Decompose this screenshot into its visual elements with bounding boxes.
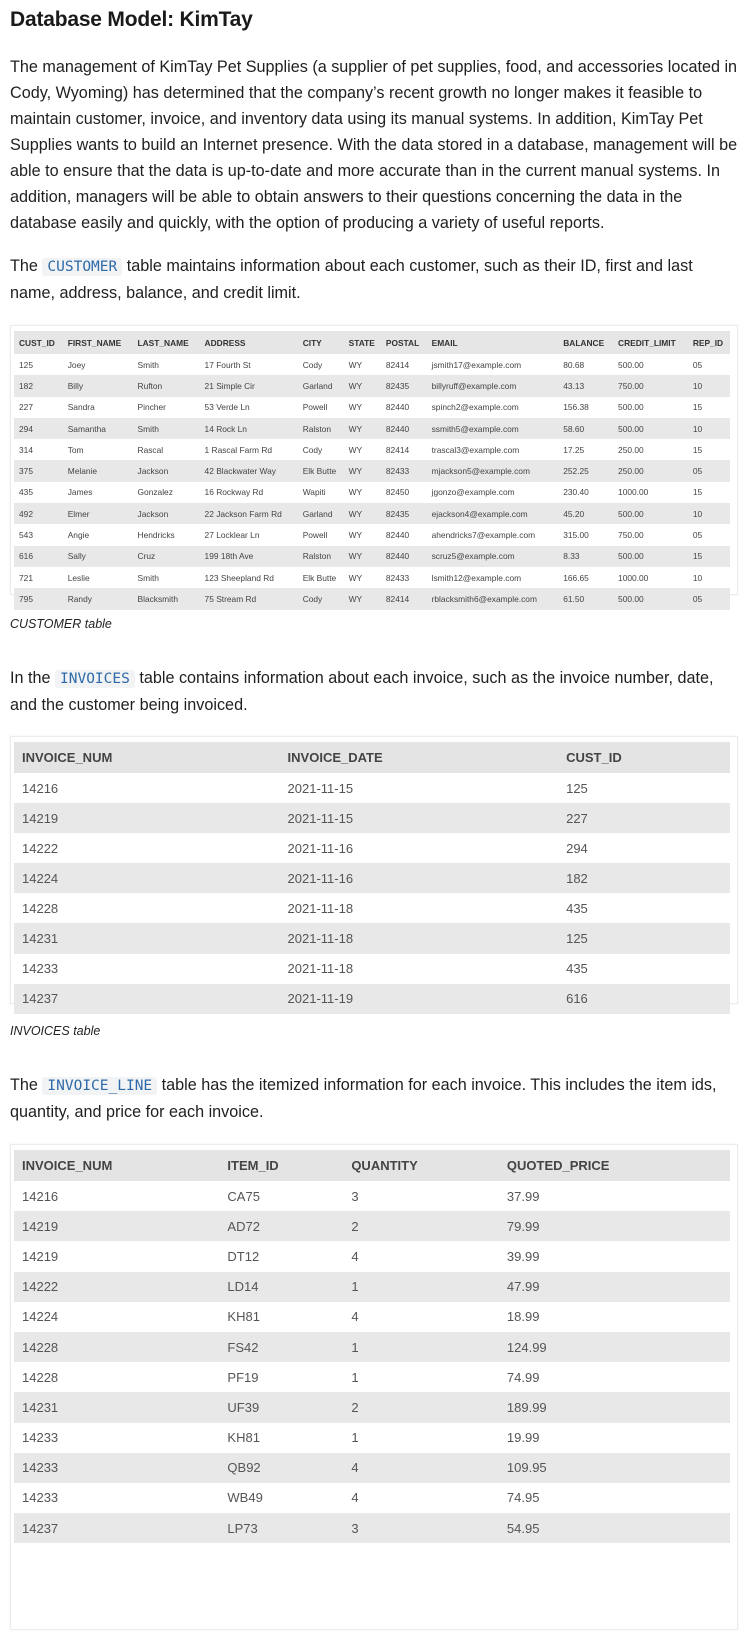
table-cell: 543	[19, 530, 33, 541]
table-row	[14, 1362, 730, 1392]
table-cell: FS42	[219, 1332, 343, 1362]
table-row	[14, 418, 730, 439]
table-cell: 294	[14, 418, 63, 439]
table-cell: 2021-11-16	[287, 840, 354, 856]
table-row	[14, 439, 730, 460]
table-row	[14, 397, 730, 418]
table-cell: Billy	[63, 375, 133, 396]
table-cell: KH81	[227, 1309, 260, 1325]
table-cell: 14 Rock Ln	[200, 418, 298, 439]
table-row	[14, 833, 730, 863]
table-cell: 27 Locklear Ln	[204, 530, 260, 541]
table-cell: 14222	[14, 1272, 219, 1302]
table-cell: ssmith5@example.com	[427, 418, 559, 439]
table-cell: WY	[344, 460, 381, 481]
table-cell: Joey	[67, 359, 86, 370]
table-cell: UF39	[219, 1392, 343, 1422]
table-cell: 14233	[22, 1490, 59, 1506]
table-cell: 82435	[381, 375, 427, 396]
table-cell: 74.99	[506, 1369, 540, 1385]
table-cell: 82433	[381, 460, 427, 481]
column-header: FIRST_NAME	[63, 331, 133, 354]
table-cell: 45.20	[558, 503, 613, 524]
table-cell: 10	[688, 375, 730, 396]
table-cell: 2021-11-16	[280, 863, 559, 893]
table-cell: 795	[14, 588, 63, 609]
table-row	[14, 1453, 730, 1483]
table-cell: 37.99	[506, 1188, 540, 1204]
invoice-line-table	[14, 1150, 730, 1543]
customer-table-frame	[10, 325, 738, 604]
table-cell: 82440	[381, 546, 427, 567]
table-cell: 4	[351, 1309, 359, 1325]
table-cell: 500.00	[613, 588, 688, 609]
table-row	[14, 588, 730, 609]
table-cell: Sandra	[67, 402, 95, 413]
table-cell: 2	[343, 1392, 499, 1422]
table-cell: 82435	[381, 503, 427, 524]
table-cell: WY	[344, 375, 381, 396]
table-row	[14, 546, 730, 567]
table-cell: 2021-11-18	[287, 961, 354, 977]
table-row	[14, 803, 730, 833]
table-cell: 2021-11-19	[280, 984, 559, 1014]
table-cell: 82414	[385, 444, 410, 455]
column-header: CUST_ID	[14, 331, 63, 354]
table-row	[14, 1181, 730, 1211]
customer-code: CUSTOMER	[42, 258, 122, 276]
invoice-line-table-frame	[10, 1144, 738, 1630]
table-row	[14, 567, 730, 588]
table-cell: 500.00	[618, 402, 644, 413]
table-cell: WY	[348, 572, 363, 583]
table-cell: Hendricks	[137, 530, 175, 541]
table-cell: 14219	[14, 1211, 219, 1241]
table-cell: Cody	[298, 588, 344, 609]
table-cell: 125	[558, 923, 730, 953]
table-cell: 16 Rockway Rd	[204, 487, 264, 498]
column-header: QUOTED_PRICE	[499, 1150, 730, 1181]
table-cell: 125	[19, 359, 33, 370]
table-cell: 82440	[385, 530, 410, 541]
table-cell: WY	[344, 588, 381, 609]
table-cell: 227	[19, 402, 33, 413]
table-cell: 616	[558, 984, 730, 1014]
customer-desc-pre: The	[10, 257, 43, 275]
table-cell: Rascal	[137, 444, 164, 455]
table-cell: WB49	[227, 1490, 263, 1506]
table-cell: 61.50	[558, 588, 613, 609]
table-cell: spinch2@example.com	[431, 402, 519, 413]
table-cell: 82414	[381, 588, 427, 609]
table-cell: 82440	[385, 402, 410, 413]
table-row	[14, 482, 730, 503]
table-cell: 315.00	[563, 530, 589, 541]
table-cell: 14231	[14, 923, 280, 953]
table-cell: 14228	[14, 1332, 219, 1362]
table-header-row	[14, 331, 730, 354]
table-row	[14, 1302, 730, 1332]
invoice-line-code: INVOICE_LINE	[42, 1077, 157, 1095]
table-row	[14, 954, 730, 984]
table-cell: scruz5@example.com	[427, 546, 559, 567]
table-cell: 82440	[381, 418, 427, 439]
invoices-table-frame	[10, 736, 738, 1007]
table-row	[14, 1423, 730, 1453]
table-row	[14, 863, 730, 893]
table-cell: WY	[344, 503, 381, 524]
invoices-caption: INVOICES table	[10, 1024, 101, 1038]
table-cell: Garland	[298, 375, 344, 396]
table-cell: 721	[19, 572, 33, 583]
table-cell: 15	[692, 487, 703, 498]
table-cell: ejackson4@example.com	[427, 503, 559, 524]
table-cell: 3	[343, 1513, 499, 1543]
table-cell: 39.99	[506, 1248, 540, 1264]
column-header: CUST_ID	[558, 742, 730, 773]
table-cell: 05	[692, 530, 703, 541]
table-cell: Sally	[63, 546, 133, 567]
invoices-description	[10, 665, 738, 718]
table-cell: 616	[14, 546, 63, 567]
table-cell: 4	[343, 1453, 499, 1483]
invoices-desc-post: table contains information about each invoice, such as the invoice number, date, and the customer being invoiced.	[10, 669, 714, 714]
table-cell: 05	[692, 359, 703, 370]
table-cell: 4	[351, 1248, 359, 1264]
column-header: INVOICE_NUM	[14, 742, 280, 773]
table-cell: WY	[344, 546, 381, 567]
table-cell: 14233	[22, 1430, 59, 1446]
table-cell: 14228	[22, 1369, 59, 1385]
table-cell: 2021-11-18	[280, 923, 559, 953]
table-cell: 22 Jackson Farm Rd	[200, 503, 298, 524]
table-header-row	[14, 1150, 730, 1181]
table-cell: Cody	[302, 444, 323, 455]
table-row	[14, 1392, 730, 1422]
table-cell: Cody	[302, 359, 323, 370]
table-cell: 2	[343, 1211, 499, 1241]
table-cell: Pincher	[137, 402, 166, 413]
customer-caption: CUSTOMER table	[10, 617, 112, 631]
table-cell: 294	[566, 840, 588, 856]
table-cell: Elmer	[63, 503, 133, 524]
table-cell: Angie	[67, 530, 90, 541]
table-cell: DT12	[227, 1248, 260, 1264]
table-cell: WY	[348, 444, 363, 455]
table-cell: 2021-11-15	[287, 780, 354, 796]
invoice-line-desc-post: table has the itemized information for each invoice. This includes the item ids, quantity, and price for each invoice.	[10, 1076, 717, 1121]
table-cell: billyruff@example.com	[427, 375, 559, 396]
table-cell: 124.99	[499, 1332, 730, 1362]
table-cell: Smith	[137, 359, 159, 370]
table-cell: 21 Simple Cir	[200, 375, 298, 396]
customer-desc-post: table maintains information about each customer, such as their ID, first and last name, address, balance, and credit limit.	[10, 257, 693, 302]
table-cell: 230.40	[563, 487, 589, 498]
column-header: QUANTITY	[343, 1150, 499, 1181]
table-cell: 1000.00	[618, 487, 649, 498]
table-cell: lsmith12@example.com	[431, 572, 522, 583]
table-cell: 500.00	[613, 418, 688, 439]
table-cell: 250.00	[613, 460, 688, 481]
table-cell: LP73	[219, 1513, 343, 1543]
table-cell: 14216	[22, 780, 59, 796]
table-row	[14, 1483, 730, 1513]
column-header: INVOICE_DATE	[280, 742, 559, 773]
table-cell: jsmith17@example.com	[431, 359, 522, 370]
table-cell: Leslie	[67, 572, 90, 583]
column-header: ADDRESS	[200, 331, 298, 354]
column-header: EMAIL	[427, 331, 559, 354]
table-row	[14, 1241, 730, 1271]
table-cell: WY	[348, 359, 363, 370]
table-cell: 435	[19, 487, 33, 498]
table-row	[14, 1272, 730, 1302]
table-cell: 58.60	[558, 418, 613, 439]
table-cell: 3	[351, 1188, 359, 1204]
table-cell: 15	[692, 402, 703, 413]
table-cell: 109.95	[499, 1453, 730, 1483]
table-cell: 156.38	[563, 402, 589, 413]
intro-paragraph: The management of KimTay Pet Supplies (a supplier of pet supplies, food, and accessories located in Cody, Wyoming) has determined that the company’s recent growth no longer makes it feasible to maintain customer, invoice, and inventory data using its manual systems. In addition, KimTay Pet Supplies wants to build an Internet presence. With the data stored in a database, management will be able to ensure that the data is up-to-date and more accurate than in the current manual systems. In addition, managers will be able to obtain answers to their questions concerning the data in the database easily and quickly, with the option of producing a variety of useful reports.	[10, 58, 738, 232]
table-cell: 14231	[14, 1392, 219, 1422]
table-cell: 82433	[385, 572, 410, 583]
column-header: STATE	[344, 331, 381, 354]
table-cell: LD14	[219, 1272, 343, 1302]
table-cell: 166.65	[563, 572, 589, 583]
table-cell: Randy	[63, 588, 133, 609]
table-row	[14, 375, 730, 396]
table-row	[14, 984, 730, 1014]
table-cell: 15	[692, 444, 703, 455]
table-cell: 14233	[22, 961, 59, 977]
table-cell: Smith	[133, 418, 200, 439]
table-cell: 500.00	[613, 503, 688, 524]
table-row	[14, 1211, 730, 1241]
table-cell: 4	[351, 1490, 359, 1506]
table-cell: 14233	[14, 1453, 219, 1483]
table-cell: WY	[348, 487, 363, 498]
table-cell: Elk Butte	[298, 460, 344, 481]
table-cell: 500.00	[618, 359, 644, 370]
table-cell: 252.25	[558, 460, 613, 481]
table-cell: Jackson	[133, 460, 200, 481]
table-cell: 750.00	[618, 530, 644, 541]
table-cell: Garland	[298, 503, 344, 524]
table-cell: Jackson	[133, 503, 200, 524]
invoice-line-description	[10, 1072, 738, 1125]
table-cell: 227	[558, 803, 730, 833]
table-cell: Powell	[302, 402, 328, 413]
table-cell: Powell	[302, 530, 328, 541]
table-header-row	[14, 742, 730, 773]
table-cell: 1	[351, 1369, 359, 1385]
table-cell: jgonzo@example.com	[431, 487, 515, 498]
invoices-code: INVOICES	[55, 670, 135, 688]
table-cell: AD72	[219, 1211, 343, 1241]
table-row	[14, 503, 730, 524]
table-cell: 05	[688, 460, 730, 481]
table-cell: ahendricks7@example.com	[431, 530, 536, 541]
table-cell: QB92	[219, 1453, 343, 1483]
table-cell: 14216	[22, 1188, 59, 1204]
invoice-line-desc-pre: The	[10, 1076, 43, 1094]
table-cell: 14237	[14, 1513, 219, 1543]
table-cell: 435	[566, 961, 588, 977]
table-cell: 19.99	[506, 1430, 540, 1446]
table-cell: 1	[351, 1430, 359, 1446]
table-cell: 182	[558, 863, 730, 893]
table-cell: Melanie	[63, 460, 133, 481]
column-header: INVOICE_NUM	[14, 1150, 219, 1181]
table-cell: 182	[14, 375, 63, 396]
column-header: BALANCE	[558, 331, 613, 354]
table-cell: 14219	[22, 1248, 59, 1264]
table-cell: 82450	[385, 487, 410, 498]
column-header: POSTAL	[381, 331, 427, 354]
table-cell: 10	[688, 503, 730, 524]
table-cell: 314	[19, 444, 33, 455]
table-cell: 125	[566, 780, 588, 796]
table-cell: mjackson5@example.com	[427, 460, 559, 481]
table-cell: WY	[348, 530, 363, 541]
table-cell: 14228	[22, 900, 59, 916]
table-cell: 75 Stream Rd	[200, 588, 298, 609]
table-cell: Blacksmith	[133, 588, 200, 609]
table-cell: 15	[688, 546, 730, 567]
table-cell: WY	[348, 402, 363, 413]
table-cell: WY	[344, 418, 381, 439]
table-cell: 435	[566, 900, 588, 916]
column-header: LAST_NAME	[133, 331, 200, 354]
table-cell: Elk Butte	[302, 572, 337, 583]
table-cell: 750.00	[613, 375, 688, 396]
table-cell: Smith	[137, 572, 159, 583]
table-cell: 189.99	[499, 1392, 730, 1422]
table-cell: 47.99	[499, 1272, 730, 1302]
column-header: REP_ID	[688, 331, 730, 354]
table-cell: 375	[14, 460, 63, 481]
table-row	[14, 923, 730, 953]
table-cell: Gonzalez	[137, 487, 173, 498]
table-cell: James	[67, 487, 93, 498]
table-cell: CA75	[227, 1188, 260, 1204]
table-cell: trascal3@example.com	[431, 444, 520, 455]
table-cell: 250.00	[618, 444, 644, 455]
table-cell: 79.99	[499, 1211, 730, 1241]
table-cell: 1000.00	[618, 572, 649, 583]
table-cell: 123 Sheepland Rd	[204, 572, 274, 583]
table-cell: 2021-11-15	[280, 803, 559, 833]
table-cell: Tom	[67, 444, 84, 455]
table-row	[14, 524, 730, 545]
table-cell: 492	[14, 503, 63, 524]
table-cell: 1	[343, 1332, 499, 1362]
table-row	[14, 460, 730, 481]
table-cell: 199 18th Ave	[200, 546, 298, 567]
table-cell: 14222	[22, 840, 59, 856]
table-cell: 14224	[22, 1309, 59, 1325]
table-row	[14, 773, 730, 803]
table-cell: 17 Fourth St	[204, 359, 251, 370]
table-cell: 1	[343, 1272, 499, 1302]
page-title: Database Model: KimTay	[10, 8, 253, 31]
table-row	[14, 1332, 730, 1362]
table-cell: PF19	[227, 1369, 259, 1385]
table-cell: KH81	[227, 1430, 260, 1446]
table-cell: Ralston	[298, 546, 344, 567]
table-cell: 14237	[14, 984, 280, 1014]
table-cell: 8.33	[558, 546, 613, 567]
table-cell: 43.13	[558, 375, 613, 396]
table-cell: Samantha	[63, 418, 133, 439]
table-row	[14, 1513, 730, 1543]
column-header: ITEM_ID	[219, 1150, 343, 1181]
customer-description	[10, 253, 738, 306]
customer-table	[14, 331, 730, 610]
table-cell: 17.25	[563, 444, 585, 455]
column-header: CREDIT_LIMIT	[613, 331, 688, 354]
table-row	[14, 893, 730, 923]
table-cell: Cruz	[133, 546, 200, 567]
table-row	[14, 354, 730, 375]
table-cell: 05	[688, 588, 730, 609]
table-cell: 54.95	[499, 1513, 730, 1543]
table-cell: 80.68	[563, 359, 585, 370]
invoices-table	[14, 742, 730, 1014]
table-cell: 18.99	[506, 1309, 540, 1325]
table-cell: 1 Rascal Farm Rd	[204, 444, 273, 455]
table-cell: 10	[688, 418, 730, 439]
table-cell: 74.95	[506, 1490, 540, 1506]
table-cell: rblacksmith6@example.com	[427, 588, 559, 609]
table-cell: Wapiti	[302, 487, 326, 498]
table-cell: 500.00	[613, 546, 688, 567]
table-cell: 10	[692, 572, 703, 583]
table-cell: Rufton	[133, 375, 200, 396]
table-cell: 82414	[385, 359, 410, 370]
table-cell: Ralston	[298, 418, 344, 439]
column-header: CITY	[298, 331, 344, 354]
table-cell: 14224	[14, 863, 280, 893]
invoices-desc-pre: In the	[10, 669, 55, 687]
table-cell: 53 Verde Ln	[204, 402, 250, 413]
table-cell: 14219	[14, 803, 280, 833]
table-cell: 2021-11-18	[287, 900, 354, 916]
table-cell: 42 Blackwater Way	[200, 460, 298, 481]
